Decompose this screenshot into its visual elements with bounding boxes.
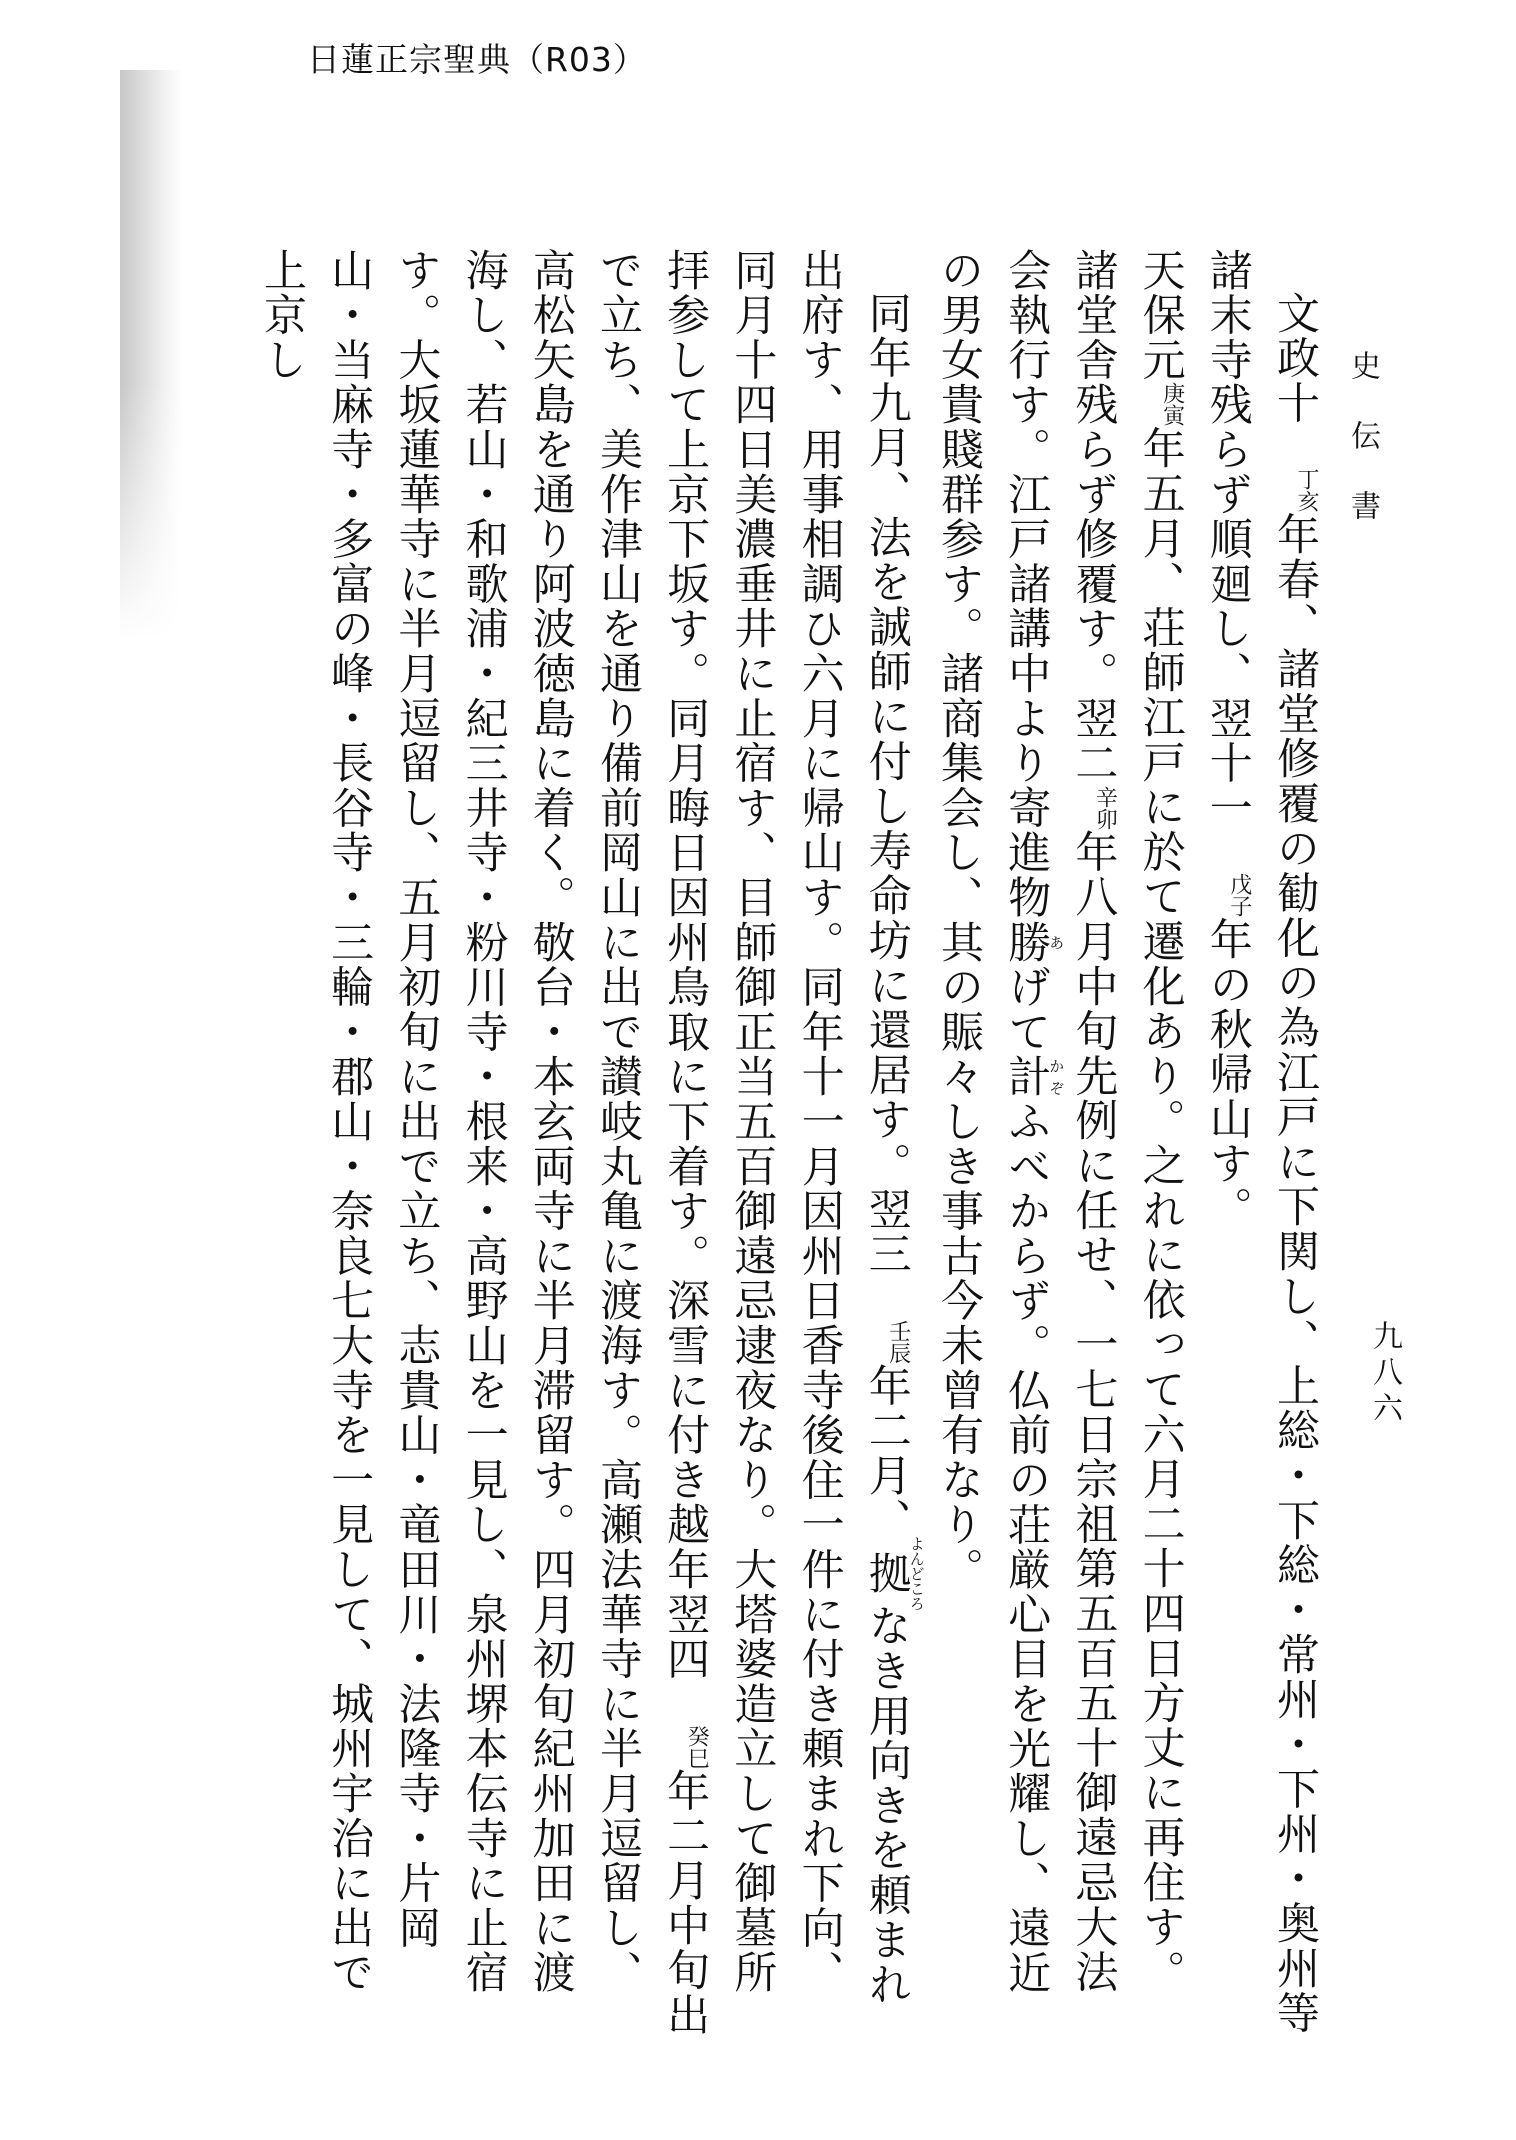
- paragraph-1: 文政十丁亥年春、諸堂修覆の勧化の為江戸に下関し、上総・下総・常州・下州・奥州等諸末寺残らず順廻し、翌十一戊子年の秋帰山す。: [1202, 248, 1320, 2036]
- scan-edge-shadow: [120, 70, 182, 640]
- page-number: 九八六: [1367, 1320, 1402, 1428]
- document-title: 日蓮正宗聖典（R03）: [307, 40, 647, 79]
- kanshi-note: 庚寅: [1159, 382, 1185, 427]
- body-text: [208, 248, 1328, 2038]
- ruby-word: 計かぞ: [1001, 1054, 1066, 1100]
- kanshi-note: 辛卯: [1092, 785, 1118, 830]
- kanshi-note: 戊子: [1226, 873, 1252, 918]
- ruby-word: 拠よんどころ: [861, 1535, 926, 1611]
- kanshi-note: 壬辰: [885, 1319, 911, 1364]
- paragraph-3: 同年九月、法を誠師に付し寿命坊に還居す。翌三壬辰年二月、拠よんどころなき用向きを頼まれ出府す、用事相調ひ六月に帰山す。同年十一月因州日香寺後住一件に付き頼まれ下向、同月十四日美濃垂井に止宿す、目師御正当五百御遠忌逮夜なり。大塔婆造立して御墓所拝参して上京下坂す。同月晦日因州鳥取に下着す。深雪に付き越年翌四癸巳年二月中旬出で立ち、美作津山を通り備前岡山に出で讃岐丸亀に渡海す。高瀬法華寺に半月逗留し、高松矢島を通り阿波徳島に着く。敬台・本玄両寺に半月滞留す。四月初旬紀州加田に渡海し、若山・和歌浦・紀三井寺・粉川寺・根来・高野山を一見し、泉州堺本伝寺に止宿す。大坂蓮華寺に半月逗留し、五月初旬に出で立ち、志貴山・竜田川・法隆寺・片岡山・当麻寺・多富の峰・長谷寺・三輪・郡山・奈良七大寺を一見して、城州宇治に出で上京し: [256, 248, 926, 2038]
- kanshi-note: 丁亥: [1294, 468, 1319, 513]
- paragraph-2: 天保元庚寅年五月、荘師江戸に於て遷化あり。之れに依って六月二十四日方丈に再住す。諸堂舎残らず修覆す。翌二辛卯年八月中旬先例に任せ、一七日宗祖第五百五十御遠忌大法会執行す。江戸諸講中より寄進物勝あげて計かぞふべからず。仏前の荘厳心目を光耀し、遠近の男女貴賤群参す。諸商集会し、其の賑々しき事古今未曾有なり。: [933, 248, 1186, 1996]
- running-head: 史伝書: [1345, 350, 1380, 560]
- kanshi-note: 癸巳: [684, 1724, 710, 1769]
- ruby-word: 勝あ: [1001, 920, 1066, 965]
